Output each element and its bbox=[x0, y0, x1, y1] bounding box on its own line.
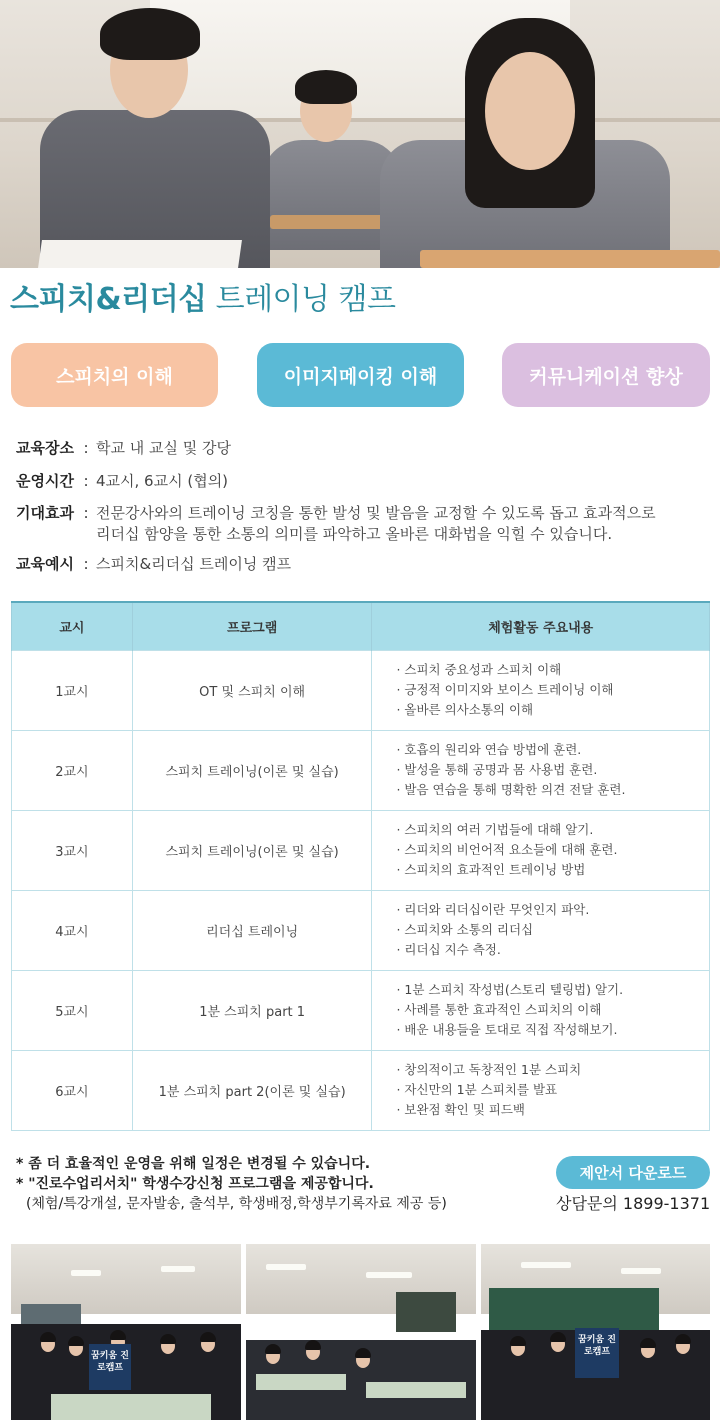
contact-phone: 상담문의 1899-1371 bbox=[556, 1194, 711, 1213]
content-item: · 창의적이고 독창적인 1분 스피치 bbox=[396, 1062, 582, 1077]
content-item: · 스피치 중요성과 스피치 이해 bbox=[396, 662, 562, 677]
content-item: · 올바른 의사소통의 이해 bbox=[396, 702, 534, 717]
info-example-value: 스피치&리더십 트레이닝 캠프 bbox=[96, 555, 292, 573]
content-item: · 발음 연습을 통해 명확한 의견 전달 훈련. bbox=[396, 782, 626, 797]
table-row bbox=[12, 1050, 710, 1130]
download-proposal-button[interactable]: 제안서 다운로드 bbox=[556, 1156, 710, 1189]
row-program: OT 및 스피치 이해 bbox=[132, 650, 372, 730]
row-program: 리더십 트레이닝 bbox=[132, 890, 372, 970]
camp-photo-1 bbox=[11, 1244, 241, 1420]
info-example bbox=[16, 554, 291, 575]
content-item: · 스피치의 효과적인 트레이닝 방법 bbox=[396, 862, 586, 877]
header-period: 교시 bbox=[12, 602, 133, 650]
table-row bbox=[12, 810, 710, 890]
info-time bbox=[16, 471, 228, 492]
row-period: 3교시 bbox=[12, 810, 133, 890]
info-separator: : bbox=[83, 555, 89, 573]
row-program: 1분 스피치 part 2(이론 및 실습) bbox=[132, 1050, 372, 1130]
info-effect bbox=[16, 503, 656, 545]
info-separator: : bbox=[83, 439, 89, 457]
row-content bbox=[372, 650, 710, 730]
info-effect-line1: 전문강사와의 트레이닝 코칭을 통한 발성 및 발음을 교정할 수 있도록 돕고 효과적으로 bbox=[96, 504, 656, 522]
camp-photo-2 bbox=[246, 1244, 476, 1420]
row-content bbox=[372, 730, 710, 810]
schedule-table bbox=[11, 601, 710, 1131]
info-place bbox=[16, 438, 231, 459]
row-program: 스피치 트레이닝(이론 및 실습) bbox=[132, 810, 372, 890]
info-separator: : bbox=[83, 472, 89, 490]
pill-image-making: 이미지메이킹 이해 bbox=[257, 343, 464, 407]
info-effect-line2: 리더십 함양을 통한 소통의 의미를 파악하고 올바른 대화법을 익힐 수 있습니다. bbox=[96, 525, 613, 543]
table-header-row bbox=[12, 602, 710, 650]
info-time-label: 운영시간 bbox=[16, 472, 74, 490]
hero-image bbox=[0, 0, 720, 268]
header-program: 프로그램 bbox=[132, 602, 372, 650]
row-period: 1교시 bbox=[12, 650, 133, 730]
content-item: · 리더와 리더십이란 무엇인지 파악. bbox=[396, 902, 590, 917]
content-item: · 발성을 통해 공명과 몸 사용법 훈련. bbox=[396, 762, 598, 777]
header-content: 체험활동 주요내용 bbox=[372, 602, 710, 650]
content-item: · 스피치의 여러 기법들에 대해 알기. bbox=[396, 822, 594, 837]
info-effect-value bbox=[96, 503, 656, 545]
table-row bbox=[12, 730, 710, 810]
row-period: 6교시 bbox=[12, 1050, 133, 1130]
content-item: · 긍정적 이미지와 보이스 트레이닝 이해 bbox=[396, 682, 614, 697]
notes bbox=[16, 1154, 447, 1214]
page-title bbox=[10, 280, 396, 320]
row-period: 4교시 bbox=[12, 890, 133, 970]
note-schedule-change: * 좀 더 효율적인 운영을 위해 일정은 변경될 수 있습니다. bbox=[16, 1156, 371, 1172]
row-content bbox=[372, 890, 710, 970]
content-item: · 보완점 확인 및 피드백 bbox=[396, 1102, 525, 1117]
content-item: · 호흡의 원리와 연습 방법에 훈련. bbox=[396, 742, 582, 757]
table-row bbox=[12, 890, 710, 970]
info-effect-label: 기대효과 bbox=[16, 504, 74, 522]
pill-communication: 커뮤니케이션 향상 bbox=[502, 343, 710, 407]
content-item: · 스피치의 비언어적 요소들에 대해 훈련. bbox=[396, 842, 618, 857]
row-content bbox=[372, 970, 710, 1050]
row-program: 1분 스피치 part 1 bbox=[132, 970, 372, 1050]
info-place-label: 교육장소 bbox=[16, 439, 74, 457]
content-item: · 사례를 통한 효과적인 스피치의 이해 bbox=[396, 1002, 602, 1017]
info-example-label: 교육예시 bbox=[16, 555, 74, 573]
info-time-value: 4교시, 6교시 (협의) bbox=[96, 472, 229, 490]
row-period: 5교시 bbox=[12, 970, 133, 1050]
content-item: · 자신만의 1분 스피치를 발표 bbox=[396, 1082, 558, 1097]
camp-photo-3 bbox=[481, 1244, 710, 1420]
row-period: 2교시 bbox=[12, 730, 133, 810]
pill-speech-understanding: 스피치의 이해 bbox=[11, 343, 218, 407]
row-program: 스피치 트레이닝(이론 및 실습) bbox=[132, 730, 372, 810]
photo-banner: 꿈키움 진로캠프 bbox=[89, 1344, 131, 1390]
photo-banner: 꿈키움 진로캠프 bbox=[575, 1328, 619, 1378]
table-row bbox=[12, 650, 710, 730]
content-item: · 스피치와 소통의 리더십 bbox=[396, 922, 534, 937]
info-separator: : bbox=[83, 504, 89, 522]
content-item: · 1분 스피치 작성법(스토리 텔링법) 알기. bbox=[396, 982, 624, 997]
note-details: (체험/특강개설, 문자발송, 출석부, 학생배정,학생부기록자료 제공 등) bbox=[26, 1196, 447, 1212]
row-content bbox=[372, 1050, 710, 1130]
note-program: * "진로수업리서치" 학생수강신청 프로그램을 제공합니다. bbox=[16, 1176, 374, 1192]
info-place-value: 학교 내 교실 및 강당 bbox=[96, 439, 231, 457]
content-item: · 배운 내용들을 토대로 직접 작성해보기. bbox=[396, 1022, 618, 1037]
title-strong: 스피치&리더십 bbox=[10, 282, 207, 317]
table-row bbox=[12, 970, 710, 1050]
title-light: 트레이닝 캠프 bbox=[215, 282, 396, 317]
row-content bbox=[372, 810, 710, 890]
content-item: · 리더십 지수 측정. bbox=[396, 942, 501, 957]
